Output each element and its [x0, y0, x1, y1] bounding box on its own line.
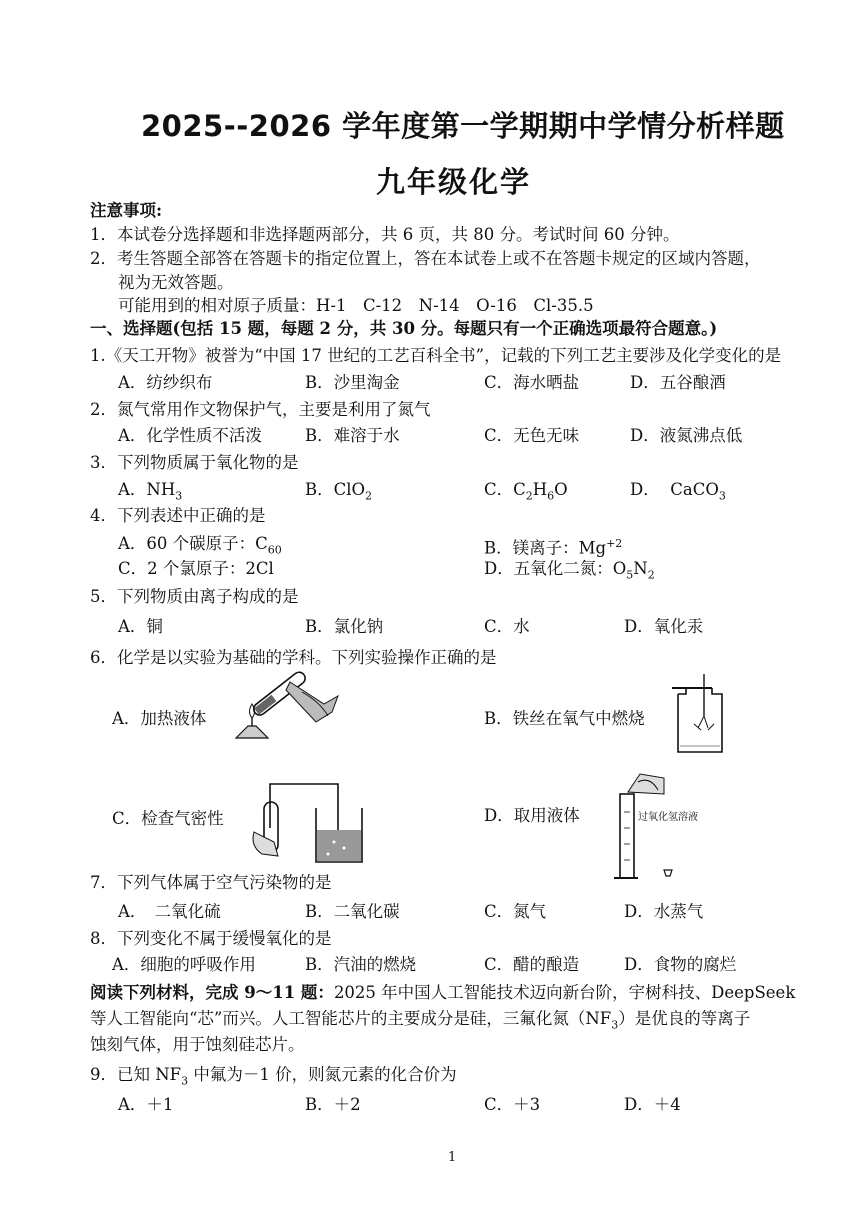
q9-option-b: B．＋2 [305, 1095, 361, 1114]
q2-option-b: B．难溶于水 [305, 426, 400, 445]
exam-subtitle: 九年级化学 [376, 165, 532, 199]
q8-option-c: C．醋的酿造 [484, 955, 580, 974]
bottle-label: 过氧化氢溶液 [638, 812, 698, 823]
q8-stem: 8．下列变化不属于缓慢氧化的是 [90, 929, 332, 948]
q2-option-c: C．无色无味 [484, 426, 580, 445]
q4-option-d: D．五氧化二氮：$O_5N_2$ [484, 559, 655, 582]
q9-option-c: C．＋3 [484, 1095, 541, 1114]
q5-option-c: C．水 [484, 617, 530, 636]
q1-option-a: A．纺纱织布 [118, 373, 213, 392]
q7-option-d: D．水蒸气 [624, 902, 704, 921]
q4-stem: 4．下列表述中正确的是 [90, 506, 266, 525]
q3-option-d: D． CaCO$_3$ [630, 480, 726, 503]
q9-option-d: D．＋4 [624, 1095, 681, 1114]
q7-option-b: B．二氧化碳 [305, 902, 400, 921]
q8-option-a: A．细胞的呼吸作用 [112, 955, 256, 974]
notice-item-2-cont: 视为无效答题。 [118, 273, 234, 292]
page-number: 1 [448, 1150, 457, 1165]
q8-option-d: D．食物的腐烂 [624, 955, 737, 974]
q3-option-a: A．$NH_3$ [118, 480, 183, 503]
q5-option-b: B．氯化钠 [305, 617, 384, 636]
notice-heading: 注意事项: [90, 201, 163, 220]
q5-option-d: D．氧化汞 [624, 617, 704, 636]
q9-stem: 9．已知 $NF_3$ 中氟为－1 价，则氮元素的化合价为 [90, 1065, 457, 1088]
notice-item-2: 2．考生答题全部答在答题卡的指定位置上，答在本试卷上或不在答题卡规定的区域内答题， [90, 249, 761, 268]
section-heading: 一、选择题(包括 15 题，每题 2 分，共 30 分。每题只有一个正确选项最符合题意。) [90, 319, 718, 338]
q2-option-a: A．化学性质不活泼 [118, 426, 262, 445]
q6-option-b: B．铁丝在氧气中燃烧 [484, 709, 645, 728]
q6-option-a: A．加热液体 [112, 709, 207, 728]
q5-option-a: A．铜 [118, 617, 163, 636]
iron-combustion-figure [668, 672, 728, 757]
notice-item-1: 1．本试卷分选择题和非选择题两部分，共 6 页，共 80 分。考试时间 60 分钟。 [90, 225, 680, 244]
q1-option-d: D．五谷酿酒 [630, 373, 726, 392]
exam-title: 2025--2026 学年度第一学期期中学情分析样题 [141, 109, 785, 143]
heating-liquid-figure [232, 652, 342, 742]
q1-option-b: B．沙里淘金 [305, 373, 400, 392]
q3-option-c: C．$C_2H_6O$ [484, 480, 568, 503]
q4-option-c: C．2 个氯原子：2Cl [118, 559, 274, 578]
q2-stem: 2．氮气常用作文物保护气，主要是利用了氮气 [90, 400, 431, 419]
q7-stem: 7．下列气体属于空气污染物的是 [90, 873, 332, 892]
reading-line-3: 蚀刻气体，用于蚀刻硅芯片。 [90, 1035, 305, 1054]
reading-line-1: 阅读下列材料，完成 9～11 题：2025 年中国人工智能技术迈向新台阶，宇树科技、DeepSeek [90, 983, 796, 1002]
q3-option-b: B．ClO$_2$ [305, 480, 373, 503]
measuring-liquid-figure [606, 772, 696, 882]
q7-option-a: A． 二氧化硫 [118, 902, 221, 921]
airtightness-figure [248, 772, 378, 867]
q6-option-c: C．检查气密性 [112, 809, 224, 828]
q7-option-c: C．氮气 [484, 902, 547, 921]
q6-stem: 6．化学是以实验为基础的学科。下列实验操作正确的是 [90, 648, 497, 667]
q3-stem: 3．下列物质属于氧化物的是 [90, 453, 299, 472]
reading-line-2: 等人工智能向“芯”而兴。人工智能芯片的主要成分是硅，三氟化氮$(NF_3)$是优良的等离子 [90, 1009, 751, 1032]
q5-stem: 5．下列物质由离子构成的是 [90, 587, 299, 606]
q8-option-b: B．汽油的燃烧 [305, 955, 417, 974]
q1-option-c: C．海水晒盐 [484, 373, 580, 392]
atomic-mass-line: 可能用到的相对原子质量：H-1 C-12 N-14 O-16 Cl-35.5 [118, 296, 594, 315]
q1-stem: 1.《天工开物》被誉为“中国 17 世纪的工艺百科全书”，记载的下列工艺主要涉及化学变化的是 [90, 346, 782, 365]
q6-option-d: D．取用液体 [484, 806, 580, 825]
q4-option-b: B．镁离子：$Mg^{+2}$ [484, 537, 623, 558]
q2-option-d: D．液氮沸点低 [630, 426, 743, 445]
q4-option-a: A．60 个碳原子：$C_{60}$ [118, 534, 282, 557]
q9-option-a: A．＋1 [118, 1095, 174, 1114]
